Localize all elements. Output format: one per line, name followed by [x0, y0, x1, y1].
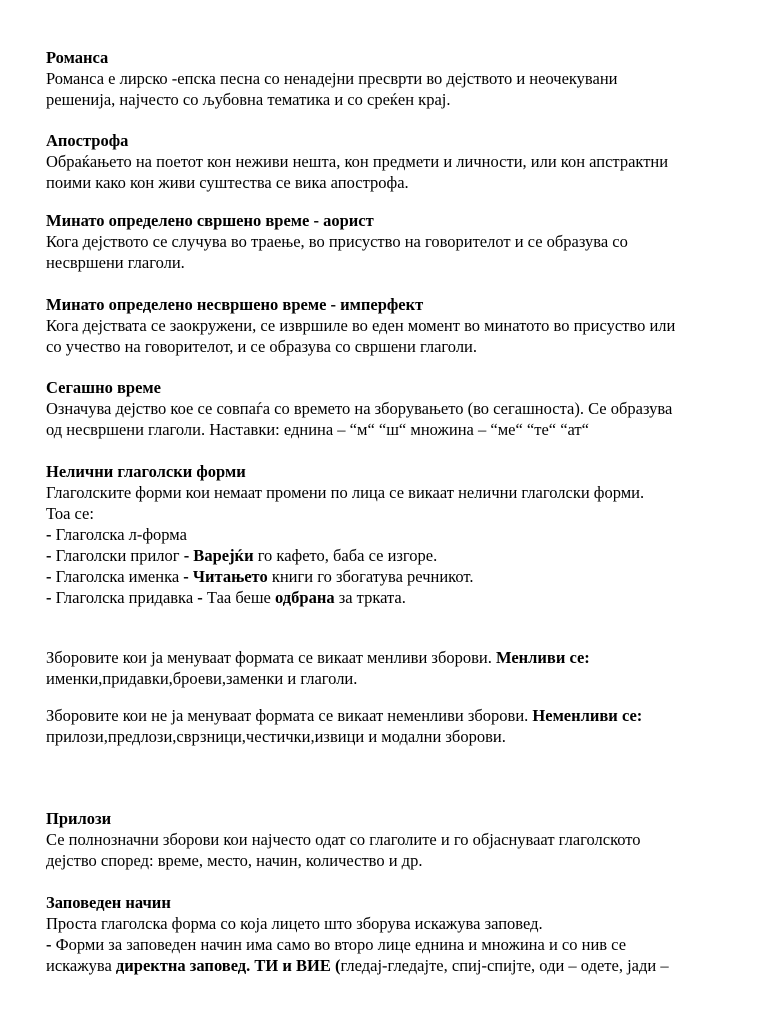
zapoveden-text-line-3: искажува директна заповед. ТИ и ВИЕ (гледај-гледајте, спиј-спијте, оди – одете, јади –	[46, 956, 669, 975]
section-prilozi	[46, 808, 641, 871]
heading-nelichni: Нелични глаголски форми	[46, 462, 246, 481]
aorist-text-line-1: Кога дејството се случува во траење, во присуство на говорителот и се образува со	[46, 232, 628, 251]
section-zapoveden	[46, 892, 669, 976]
section-menlivi	[46, 647, 590, 689]
nemenlivi-text-line-1: Зборовите кои не ја менуваат формата се викаат неменливи зборови. Неменливи се:	[46, 706, 643, 725]
list-item: - Глаголска именка - Читањето книги го збогатува речникот.	[46, 567, 474, 586]
heading-apostrofa: Апострофа	[46, 131, 129, 150]
romansa-text-line-1: Романса е лирско -епска песна со ненадејни пресврти во дејството и неочекувани	[46, 69, 618, 88]
list-item: - Глаголски прилог - Варејќи го кафето, баба се изгоре.	[46, 546, 438, 565]
menlivi-text-line-2: именки,придавки,броеви,заменки и глаголи.	[46, 669, 358, 688]
heading-aorist: Минато определено свршено време - аорист	[46, 211, 374, 230]
heading-imperfekt: Минато определено несвршено време - имперфект	[46, 295, 424, 314]
section-nelichni	[46, 461, 644, 608]
imperfekt-text-line-1: Кога дејствата се заокружени, се извршиле во еден момент во минатото во присуство или	[46, 316, 676, 335]
prilozi-text-line-2: дејство според: време, место, начин, количество и др.	[46, 851, 423, 870]
section-nemenlivi	[46, 705, 642, 747]
list-item: - Глаголска л-форма	[46, 525, 187, 544]
apostrofa-text-line-2: поими како кон живи суштества се вика апострофа.	[46, 173, 409, 192]
section-romansa	[46, 47, 617, 110]
section-apostrofa	[46, 130, 668, 193]
heading-prilozi: Прилози	[46, 809, 112, 828]
heading-zapoveden: Заповеден начин	[46, 893, 171, 912]
apostrofa-text-line-1: Обраќањето на поетот кон неживи нешта, кон предмети и личности, или кон апстрактни	[46, 152, 669, 171]
section-segashno	[46, 377, 672, 440]
nemenlivi-text-line-2: прилози,предлози,сврзници,честички,извици и модални зборови.	[46, 727, 506, 746]
zapoveden-text-line-2: - Форми за заповеден начин има само во второ лице еднина и множина и со нив се	[46, 935, 627, 954]
imperfekt-text-line-2: со учество на говорителот, и се образува со свршени глаголи.	[46, 337, 478, 356]
segashno-text-line-2: од несвршени глаголи. Наставки: еднина – “м“ “ш“ множина – “ме“ “те“ “ат“	[46, 420, 589, 439]
heading-romansa: Романса	[46, 48, 109, 67]
aorist-text-line-2: несвршени глаголи.	[46, 253, 185, 272]
romansa-text-line-2: решенија, најчесто со љубовна тематика и со среќен крај.	[46, 90, 451, 109]
nelichni-text-line-1: Глаголските форми кои немаат промени по лица се викаат нелични глаголски форми.	[46, 483, 645, 502]
prilozi-text-line-1: Се полнозначни зборови кои најчесто одат со глаголите и го објаснуваат глаголското	[46, 830, 641, 849]
segashno-text-line-1: Означува дејство кое се совпаѓа со времето на зборувањето (во сегашноста). Се образува	[46, 399, 673, 418]
list-item: - Глаголска придавка - Таа беше одбрана за трката.	[46, 588, 406, 607]
section-imperfekt	[46, 294, 675, 357]
section-aorist	[46, 210, 628, 273]
heading-segashno: Сегашно време	[46, 378, 161, 397]
nelichni-text-line-2: Тоа се:	[46, 504, 94, 523]
zapoveden-text-line-1: Проста глаголска форма со која лицето што зборува искажува заповед.	[46, 914, 543, 933]
menlivi-text-line-1: Зборовите кои ја менуваат формата се викаат менливи зборови. Менливи се:	[46, 648, 590, 667]
